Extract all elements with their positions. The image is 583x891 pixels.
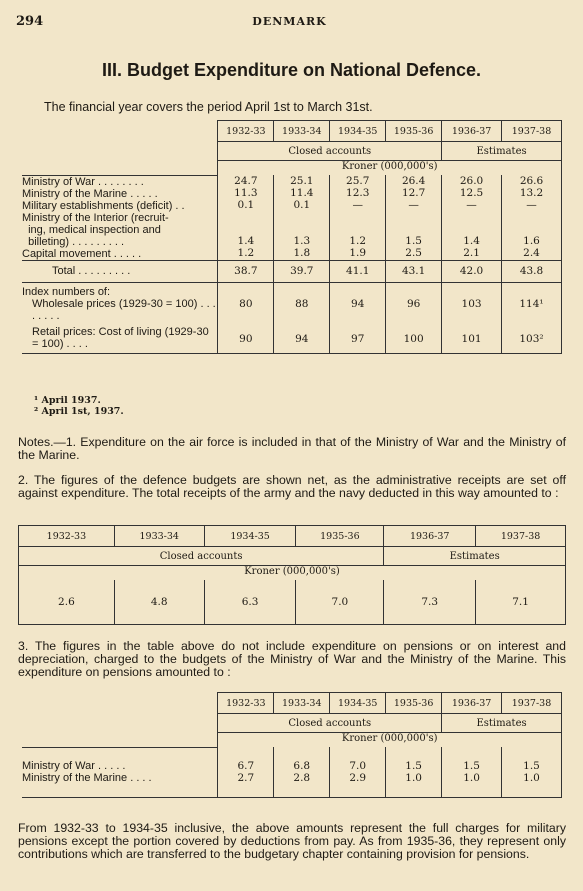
data-column: 6.7 2.7	[218, 747, 274, 797]
index-value: 88	[274, 298, 330, 326]
year-header: 1935-36	[386, 121, 442, 142]
total-value: 43.1	[386, 260, 442, 282]
year-header: 1936-37	[442, 693, 502, 714]
section-subtitle: The financial year covers the period April 1st to March 31st.	[44, 100, 373, 114]
index-value: 103	[442, 298, 502, 326]
unit-header: Kroner (000,000's)	[218, 733, 562, 748]
footnotes	[34, 395, 124, 417]
year-header: 1933-34	[274, 693, 330, 714]
data-column: 26.0 12.5 — 1.4 2.1	[442, 175, 502, 260]
footnote: ¹ April 1937.	[34, 395, 101, 406]
index-value: 80	[218, 298, 274, 326]
year-header: 1937-38	[476, 526, 566, 547]
index-value: 101	[442, 326, 502, 354]
index-value: 100	[386, 326, 442, 354]
note-2: 2. The figures of the defence budgets are shown net, as the administrative receipts are set off against expenditure. The total receipts of the army and the navy deducted in this way amounted to :	[18, 473, 566, 500]
total-value: 39.7	[274, 260, 330, 282]
estimates-header: Estimates	[442, 142, 562, 161]
total-value: 43.8	[502, 260, 562, 282]
receipts-value: 7.0	[296, 580, 384, 624]
year-header: 1934-35	[330, 121, 386, 142]
row-labels: Ministry of War . . . . . Ministry of the Marine . . . .	[22, 747, 218, 797]
data-column: 1.5 1.0	[386, 747, 442, 797]
running-title: DENMARK	[252, 15, 327, 28]
row-labels: Ministry of War . . . . . . . . Ministry of the Marine . . . . . Military establishments (deficit) . . Ministry of the Interior (recruit- ing, medical inspection and billeting) . . . . . . . . . Capital movement . . . . .	[22, 175, 218, 260]
year-header: 1934-35	[330, 693, 386, 714]
data-column: 1.5 1.0	[442, 747, 502, 797]
year-header: 1937-38	[502, 121, 562, 142]
receipts-table	[18, 525, 566, 625]
year-header: 1933-34	[114, 526, 204, 547]
data-column: 7.0 2.9	[330, 747, 386, 797]
receipts-value: 7.3	[384, 580, 476, 624]
receipts-value: 2.6	[19, 580, 115, 624]
year-header: 1936-37	[442, 121, 502, 142]
year-header: 1932-33	[218, 693, 274, 714]
data-column: 26.4 12.7 — 1.5 2.5	[386, 175, 442, 260]
index-heading: Index numbers of:	[22, 285, 111, 298]
index-value: 96	[386, 298, 442, 326]
estimates-header: Estimates	[442, 714, 562, 733]
data-column: 25.7 12.3 — 1.2 1.9	[330, 175, 386, 260]
closed-accounts-header: Closed accounts	[218, 714, 442, 733]
year-header: 1934-35	[204, 526, 296, 547]
closed-accounts-header: Closed accounts	[19, 547, 384, 566]
footnote: ² April 1st, 1937.	[34, 406, 124, 417]
total-value: 38.7	[218, 260, 274, 282]
receipts-value: 4.8	[114, 580, 204, 624]
index-value: 103²	[502, 326, 562, 354]
total-value: 41.1	[330, 260, 386, 282]
note-1: Notes.—1. Expenditure on the air force is included in that of the Ministry of War and the Ministry of the Marine.	[18, 435, 566, 462]
index-value: 94	[274, 326, 330, 354]
closed-accounts-header: Closed accounts	[218, 142, 442, 161]
data-column: 1.5 1.0	[502, 747, 562, 797]
estimates-header: Estimates	[384, 547, 566, 566]
retail-label: Retail prices: Cost of living (1929-30 = 100) . . . .	[22, 326, 218, 354]
index-value: 114¹	[502, 298, 562, 326]
year-header: 1935-36	[386, 693, 442, 714]
index-value: 90	[218, 326, 274, 354]
pensions-table	[22, 692, 562, 798]
receipts-value: 7.1	[476, 580, 566, 624]
index-value: 94	[330, 298, 386, 326]
total-label: Total . . . . . . . . .	[22, 260, 218, 282]
data-column: 6.8 2.8	[274, 747, 330, 797]
year-header: 1932-33	[19, 526, 115, 547]
data-column: 26.6 13.2 — 1.6 2.4	[502, 175, 562, 260]
note-3: 3. The figures in the table above do not include expenditure on pensions or on interest and depreciation, charged to the budgets of the Ministry of War and the Ministry of the Marine. This expenditure on pensions amounted to :	[18, 639, 566, 679]
unit-header: Kroner (000,000's)	[218, 161, 562, 176]
closing-paragraph: From 1932-33 to 1934-35 inclusive, the above amounts represent the full charges for military pensions except the portion covered by deductions from pay. As from 1935-36, they represent only contributions which are transferred to the budgetary chapter containing provision for pensions.	[18, 821, 566, 861]
year-header: 1933-34	[274, 121, 330, 142]
section-title: III. Budget Expenditure on National Defence.	[101, 60, 482, 80]
year-header: 1937-38	[502, 693, 562, 714]
page-header	[16, 14, 563, 30]
total-value: 42.0	[442, 260, 502, 282]
data-column: 25.1 11.4 0.1 1.3 1.8	[274, 175, 330, 260]
index-value: 97	[330, 326, 386, 354]
year-header: 1935-36	[296, 526, 384, 547]
receipts-value: 6.3	[204, 580, 296, 624]
data-column: 24.7 11.3 0.1 1.4 1.2	[218, 175, 274, 260]
unit-header: Kroner (000,000's)	[19, 566, 566, 581]
year-header: 1936-37	[384, 526, 476, 547]
year-header: 1932-33	[218, 121, 274, 142]
wholesale-label: Wholesale prices (1929-30 = 100) . . . . . . . .	[32, 297, 216, 322]
budget-table	[22, 120, 562, 354]
page-number: 294	[16, 14, 44, 29]
